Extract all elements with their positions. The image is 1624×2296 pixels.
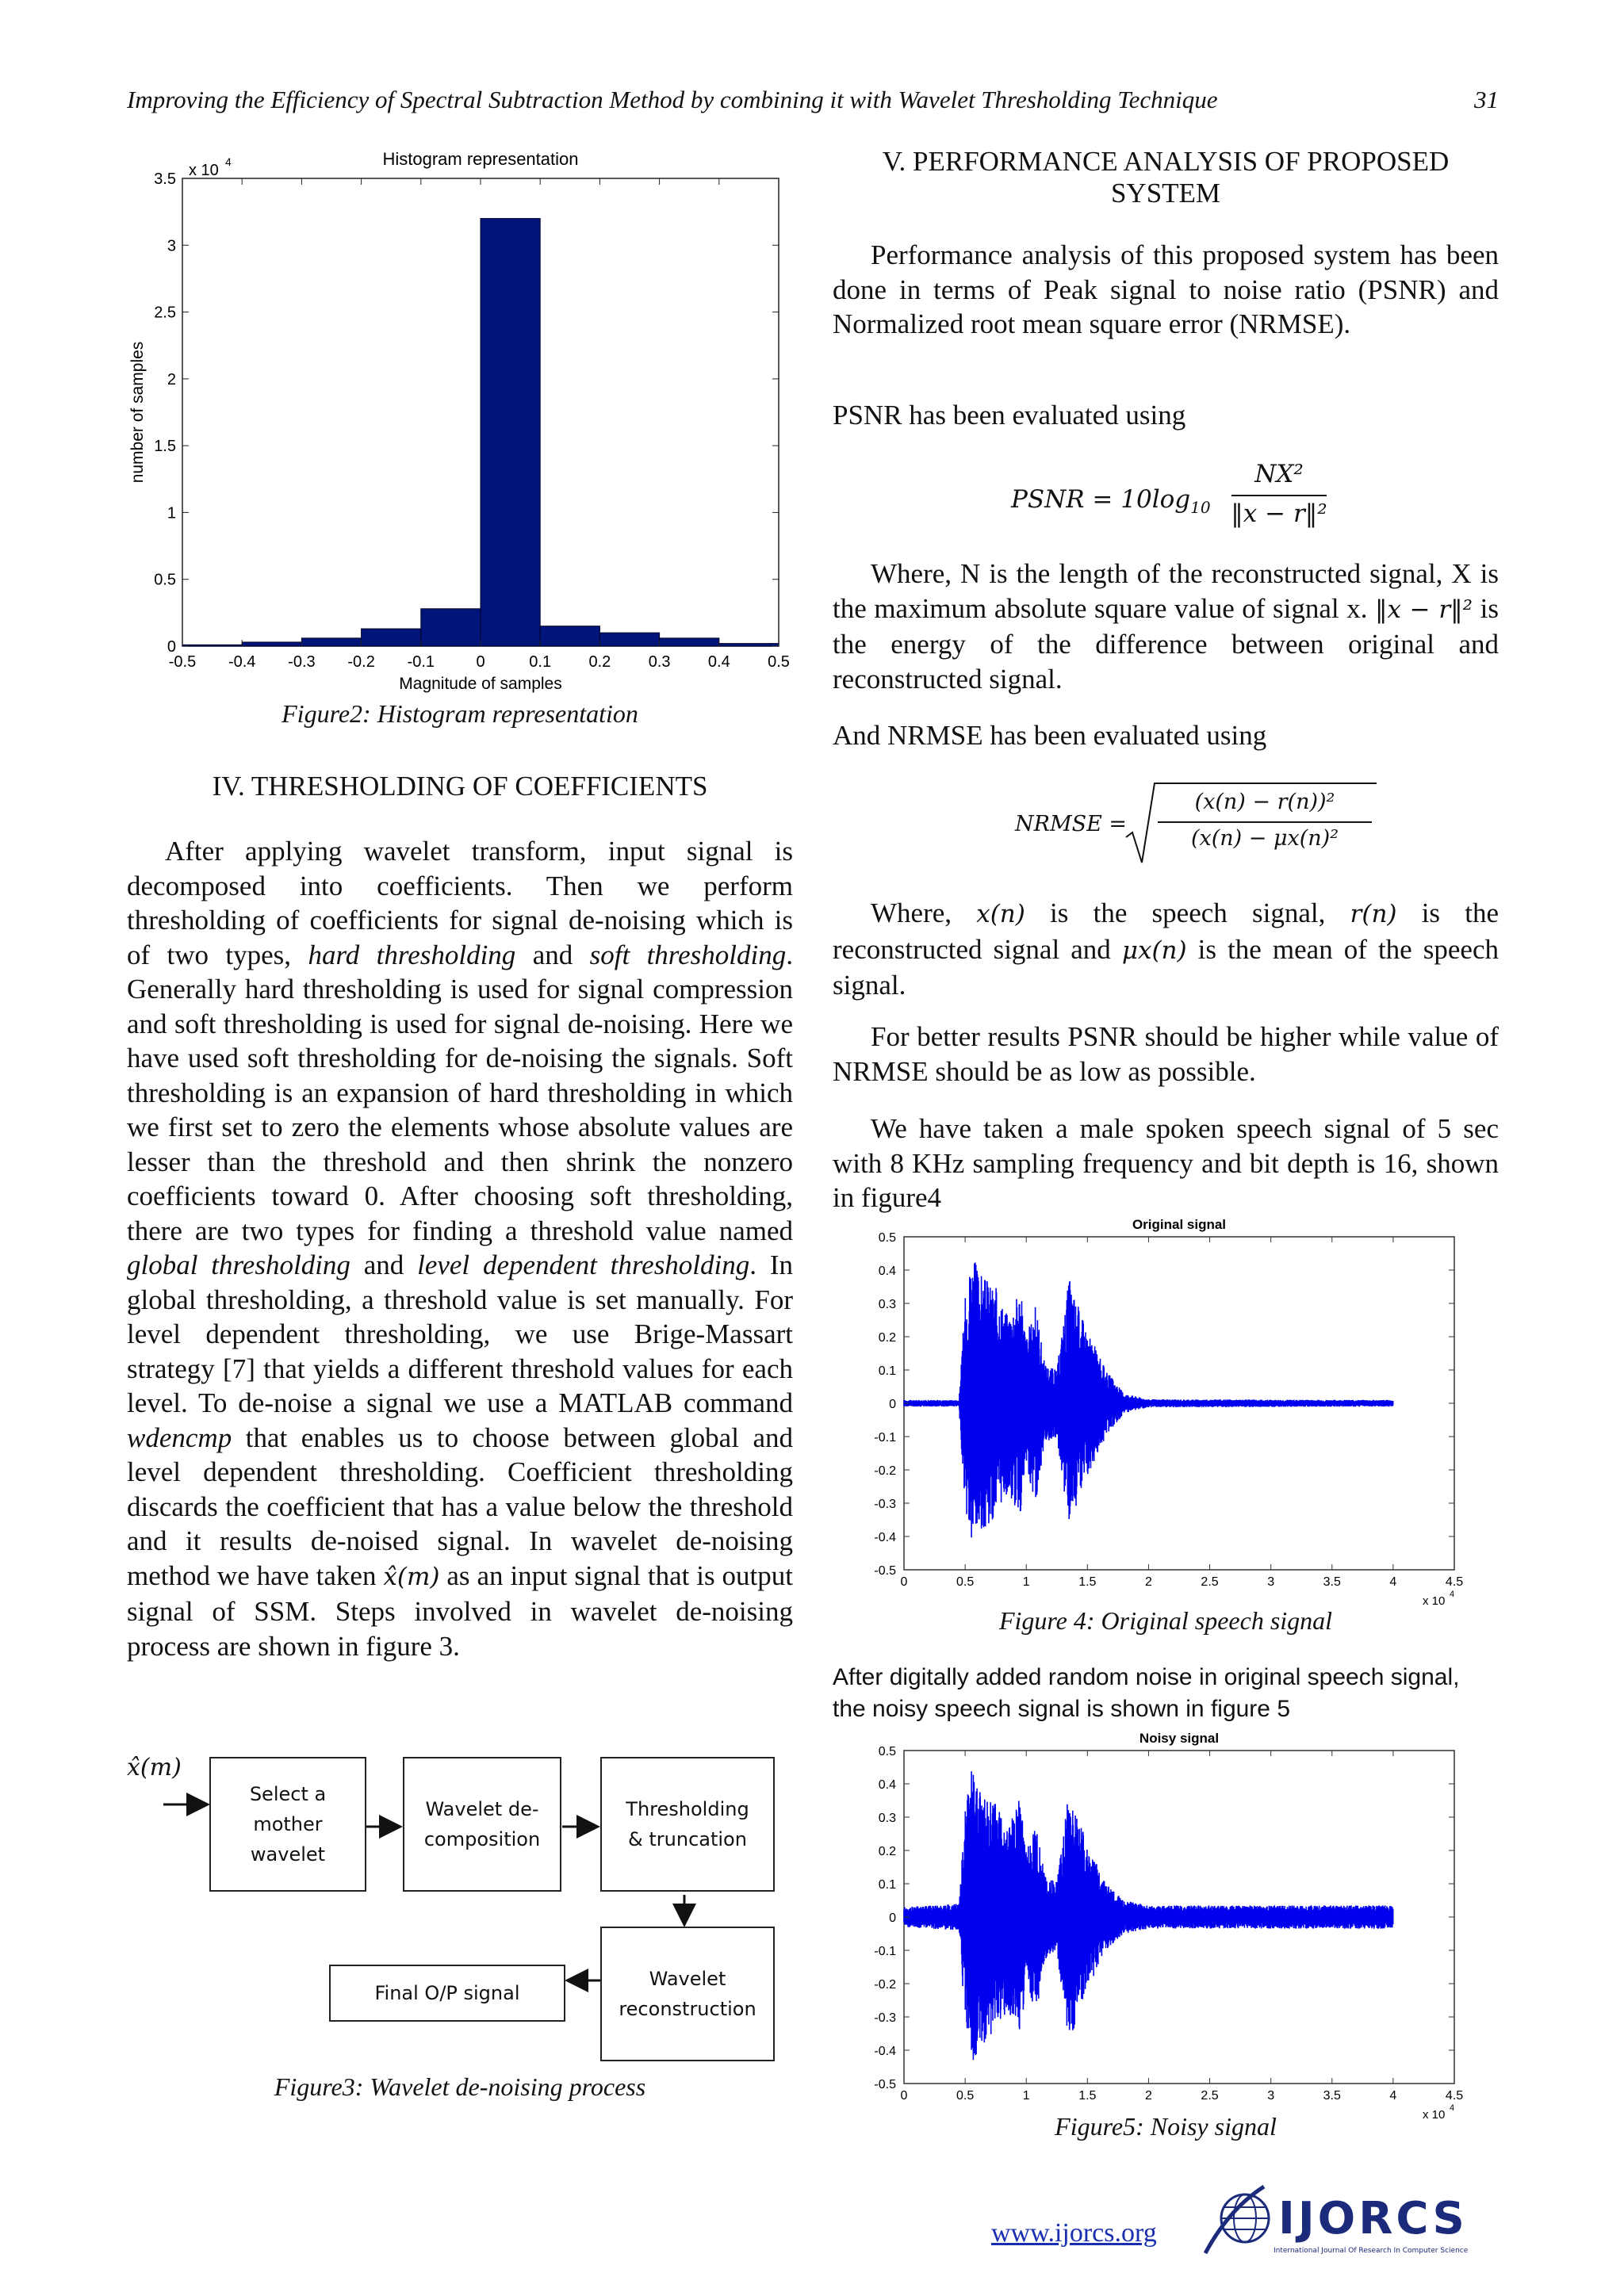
psnr-denominator: ‖x − r‖²	[1231, 499, 1327, 528]
nrmse-fraction-bar	[1158, 821, 1372, 823]
section5-paragraph-3	[833, 557, 1499, 696]
y-tick-label: -0.1	[874, 1945, 896, 1958]
histogram-chart	[119, 143, 801, 706]
histogram-bar	[242, 642, 301, 646]
box-thresholding-truncation: Thresholding & truncation	[600, 1757, 775, 1892]
x-tick-label: 0.5	[956, 2089, 975, 2103]
section4-heading: IV. THRESHOLDING OF COEFFICIENTS	[212, 771, 708, 802]
journal-url-link[interactable]: www.ijorcs.org	[991, 2218, 1157, 2248]
term-hard-thresholding: hard thresholding	[308, 939, 516, 970]
section5-heading	[833, 146, 1499, 209]
x-tick-label: -0.4	[228, 653, 256, 671]
y-tick-label: -0.2	[874, 1978, 896, 1992]
y-tick-label: 0.5	[154, 571, 176, 589]
chart-title: Original signal	[1132, 1217, 1227, 1232]
page-number: 31	[1474, 86, 1499, 113]
psnr-lhs: PSNR = 10log	[1011, 485, 1191, 514]
figure5-caption: Figure5: Noisy signal	[1055, 2112, 1277, 2141]
y-tick-label: 0.4	[878, 1265, 896, 1278]
section5-paragraph-6: For better results PSNR should be higher while value of NRMSE should be as low as possible.	[833, 1021, 1499, 1087]
y-multiplier: x 10	[189, 162, 219, 179]
y-tick-label: 0.2	[878, 1845, 896, 1858]
histogram-bar	[301, 638, 361, 646]
original-signal-chart	[841, 1213, 1475, 1609]
psnr-fraction-bar	[1231, 495, 1327, 496]
histogram-bar	[421, 609, 481, 646]
y-tick-label: 0	[167, 638, 176, 656]
noisy-signal-chart	[841, 1727, 1475, 2125]
y-tick-label: 3.5	[154, 170, 176, 188]
y-tick-label: 0.3	[878, 1298, 896, 1311]
histogram-bar	[481, 219, 540, 646]
text-run: is the speech signal,	[1025, 897, 1350, 928]
figure3-caption: Figure3: Wavelet de-noising process	[274, 2072, 646, 2101]
x-multiplier: x 10	[1423, 2108, 1446, 2122]
section5-paragraph-1: Performance analysis of this proposed system has been done in terms of Peak signal to noise ratio (PSNR) and Normalized root mean square error (NRMSE).	[833, 239, 1499, 339]
section4-paragraph	[127, 834, 793, 1663]
x-tick-label: 4	[1389, 2089, 1397, 2103]
x-tick-label: 2	[1144, 1575, 1152, 1589]
text-run: Where,	[871, 897, 977, 928]
histogram-bar	[660, 638, 719, 646]
y-tick-label: -0.5	[874, 2078, 896, 2091]
x-multiplier: x 10	[1423, 1594, 1446, 1608]
term-soft-thresholding: soft thresholding	[589, 939, 787, 970]
text-run: is the energy of the difference between original and reconstructed signal.	[833, 592, 1499, 695]
y-tick-label: 0	[889, 1398, 896, 1411]
y-tick-label: 1	[167, 504, 176, 522]
x-tick-label: -0.3	[288, 653, 316, 671]
x-tick-label: 1	[1022, 2089, 1030, 2103]
x-exponent: 4	[1450, 1590, 1455, 1599]
x-tick-label: 2	[1144, 2089, 1152, 2103]
section5-paragraph-5	[833, 896, 1499, 1003]
section5-heading-line2: SYSTEM	[1110, 178, 1221, 209]
x-tick-label: 2.5	[1201, 2089, 1219, 2103]
psnr-subscript: 10	[1190, 498, 1211, 518]
text-run: and	[350, 1249, 418, 1280]
y-tick-label: 0.5	[878, 1231, 896, 1245]
histogram-bar	[182, 645, 242, 646]
psnr-equation	[1011, 458, 1328, 538]
y-tick-label: 0.1	[878, 1364, 896, 1378]
x-tick-label: -0.2	[347, 653, 375, 671]
y-exponent: 4	[225, 155, 232, 168]
y-tick-label: -0.3	[874, 2011, 896, 2025]
figure4-caption: Figure 4: Original speech signal	[998, 1606, 1333, 1635]
text-run: as an input signal that is output signal of SSM. Steps involved in wavelet de-noising process are shown in figure 3.	[127, 1559, 793, 1662]
logo-wordmark: IJORCS	[1278, 2193, 1468, 2244]
text-run: . Generally hard thresholding is used for signal compression and soft thresholding is used for signal de-noising. Here we have used soft thresholding for de-noising the signals. Soft thresholding is an expansion of hard thresholding in which we first set to zero the elements whose absolute values are lesser than the threshold and then shrink the nonzero coefficients toward 0. After choosing soft thresholding, there are two types for finding a threshold value named	[127, 939, 793, 1246]
y-tick-label: -0.2	[874, 1464, 896, 1478]
y-tick-label: 2	[167, 370, 176, 388]
y-tick-label: -0.4	[874, 1531, 896, 1544]
x-tick-label: 0.3	[648, 653, 671, 671]
y-tick-label: 1.5	[154, 438, 176, 456]
term-global-thresholding: global thresholding	[127, 1249, 350, 1280]
y-tick-label: 0.5	[878, 1745, 896, 1758]
section5-paragraph-4: And NRMSE has been evaluated using	[833, 720, 1267, 751]
ijorcs-logo	[1197, 2177, 1499, 2264]
symbol-xhat-m: x̂(m)	[383, 1562, 440, 1591]
x-tick-label: 0.4	[707, 653, 730, 671]
wavelet-flow-diagram	[119, 1744, 801, 2109]
text-run: that enables us to choose between global and level dependent thresholding. Coefficient thresholding discards the coefficient that has a value below the threshold and it results de-noised signal. In wavelet de-noising method we have taken	[127, 1422, 793, 1591]
input-label: x̂(m)	[127, 1754, 182, 1781]
nrmse-denominator: (x(n) − μx(n)²	[1190, 826, 1339, 851]
x-tick-label: 1.5	[1078, 1575, 1097, 1589]
box-final-output: Final O/P signal	[329, 1965, 565, 2022]
y-tick-label: 0.3	[878, 1812, 896, 1825]
x-tick-label: -0.1	[407, 653, 435, 671]
symbol-mu-xn: μx(n)	[1121, 936, 1187, 965]
x-tick-label: 4.5	[1445, 1575, 1464, 1589]
text-run: is the mean of the speech signal.	[833, 933, 1499, 1001]
section5-paragraph-7: We have taken a male spoken speech signal of 5 sec with 8 KHz sampling frequency and bit depth is 16, shown in figure4	[833, 1113, 1499, 1213]
logo-subtitle: International Journal Of Research In Computer Science	[1274, 2247, 1469, 2255]
x-tick-label: 0.2	[588, 653, 611, 671]
histogram-bar	[362, 629, 421, 646]
text-run: and	[515, 939, 590, 970]
chart-title: Histogram representation	[382, 149, 579, 169]
x-tick-label: 3.5	[1323, 2089, 1341, 2103]
y-tick-label: 2.5	[154, 304, 176, 322]
x-tick-label: 1.5	[1078, 2089, 1097, 2103]
section5-paragraph-2: PSNR has been evaluated using	[833, 400, 1186, 430]
y-tick-label: -0.5	[874, 1564, 896, 1578]
x-tick-label: 0	[476, 653, 485, 671]
box-wavelet-reconstruction: Wavelet reconstruction	[600, 1927, 775, 2061]
y-tick-label: 3	[167, 237, 176, 255]
box-wavelet-decomposition: Wavelet de-composition	[403, 1757, 561, 1892]
x-tick-label: 0.5	[956, 1575, 975, 1589]
y-tick-label: -0.3	[874, 1498, 896, 1511]
x-tick-label: 0	[900, 2089, 908, 2103]
running-header	[127, 86, 1499, 114]
x-axis-label: Magnitude of samples	[399, 675, 562, 693]
term-wdencmp: wdencmp	[127, 1422, 232, 1453]
y-tick-label: -0.1	[874, 1431, 896, 1445]
x-tick-label: 3	[1267, 1575, 1275, 1589]
nrmse-numerator: (x(n) − r(n))²	[1194, 790, 1335, 814]
text-run: Where, N is the length of the reconstructed signal, X is the maximum absolute square value of signal x.	[833, 558, 1499, 624]
y-tick-label: 0.2	[878, 1331, 896, 1345]
term-level-dependent: level dependent thresholding	[417, 1249, 750, 1280]
text-run: is the reconstructed signal and	[833, 897, 1500, 965]
box-select-mother-wavelet: Select a mother wavelet	[209, 1757, 366, 1892]
x-exponent: 4	[1450, 2103, 1455, 2113]
y-tick-label: 0.4	[878, 1778, 896, 1792]
x-tick-label: 2.5	[1201, 1575, 1219, 1589]
histogram-bar	[540, 626, 599, 646]
x-tick-label: 4	[1389, 1575, 1397, 1589]
symbol-norm: ‖x − r‖²	[1375, 595, 1473, 624]
text-run: . In global thresholding, a threshold value is set manually. For level dependent thresholding, we use Brige-Massart strategy [7] that yields a different threshold values for each level. To de-noise a signal we use a MATLAB command	[127, 1249, 793, 1418]
nrmse-equation	[1015, 780, 1348, 867]
symbol-xn: x(n)	[976, 900, 1025, 928]
y-tick-label: 0	[889, 1911, 896, 1925]
x-tick-label: 0	[900, 1575, 908, 1589]
text-run: After applying wavelet transform, input signal is decomposed into coefficients. Then we perform thresholding of coefficients for signal de-noising which is of two types,	[127, 836, 793, 970]
x-tick-label: 0.1	[529, 653, 552, 671]
header-title: Improving the Efficiency of Spectral Subtraction Method by combining it with Wavelet Thresholding Technique	[127, 86, 1218, 113]
figure2-caption: Figure2: Histogram representation	[282, 699, 638, 728]
x-tick-label: 3.5	[1323, 1575, 1341, 1589]
section5-paragraph-8: After digitally added random noise in original speech signal, the noisy speech signal is shown in figure 5	[833, 1664, 1460, 1722]
x-tick-label: 0.5	[768, 653, 790, 671]
y-axis-label: number of samples	[128, 341, 147, 484]
x-tick-label: 3	[1267, 2089, 1275, 2103]
psnr-numerator: NX²	[1254, 460, 1304, 488]
nrmse-lhs: NRMSE =	[1015, 812, 1128, 836]
chart-title: Noisy signal	[1139, 1731, 1220, 1746]
histogram-bar	[599, 633, 659, 646]
histogram-bar	[719, 644, 779, 646]
y-tick-label: -0.4	[874, 2045, 896, 2058]
y-tick-label: 0.1	[878, 1878, 896, 1892]
symbol-rn: r(n)	[1350, 900, 1397, 928]
section5-heading-line1: V. PERFORMANCE ANALYSIS OF PROPOSED	[882, 146, 1450, 177]
x-tick-label: -0.5	[168, 653, 197, 671]
x-tick-label: 4.5	[1445, 2089, 1464, 2103]
x-tick-label: 1	[1022, 1575, 1030, 1589]
